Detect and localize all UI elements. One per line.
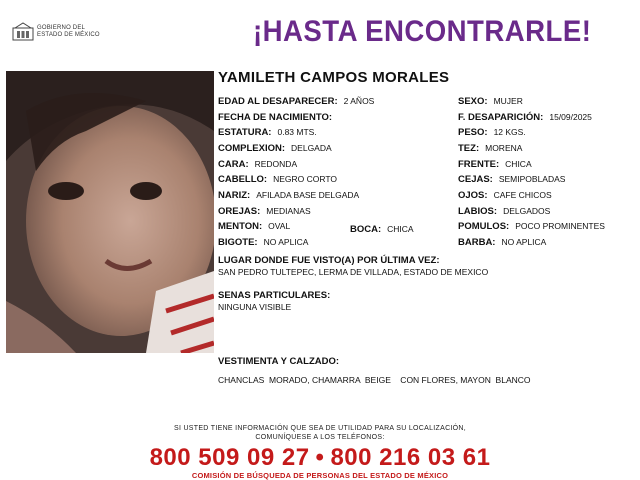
field-bigote <box>218 237 308 248</box>
boca-value: CHICA <box>387 224 414 234</box>
field-fecha-nacimiento <box>218 112 338 123</box>
barba-value: NO APLICA <box>501 237 547 247</box>
headline: ¡HASTA ENCONTRARLE! <box>253 15 592 48</box>
menton-value: OVAL <box>268 221 291 231</box>
info-line-1: SI USTED TIENE INFORMACIÓN QUE SEA DE UTILIDAD PARA SU LOCALIZACIÓN, <box>173 425 467 432</box>
gov-line-1: GOBIERNO DEL <box>37 25 86 31</box>
orejas-value: MEDIANAS <box>266 206 311 216</box>
government-logo <box>12 22 100 42</box>
ojos-value: CAFE CHICOS <box>493 190 552 200</box>
complexion-label: COMPLEXION: <box>218 143 286 154</box>
orejas-label: OREJAS: <box>218 206 261 217</box>
complexion-value: DELGADA <box>291 143 332 153</box>
marks-value: NINGUNA VISIBLE <box>218 302 292 312</box>
commission-name: COMISIÓN DE BÚSQUEDA DE PERSONAS DEL ESTADO DE MÉXICO <box>191 471 449 480</box>
tez-label: TEZ: <box>458 143 480 154</box>
phone-separator: • <box>315 444 325 471</box>
field-menton <box>218 221 290 232</box>
f-desaparicion-label: F. DESAPARICIÓN: <box>458 112 544 123</box>
cara-value: REDONDA <box>254 159 298 169</box>
cejas-label: CEJAS: <box>458 174 493 185</box>
field-cabello <box>218 174 337 185</box>
menton-label: MENTON: <box>218 221 263 232</box>
peso-label: PESO: <box>458 127 488 138</box>
phone-numbers <box>0 444 640 472</box>
edad-label: EDAD AL DESAPARECER: <box>218 96 338 107</box>
field-cara <box>218 159 297 170</box>
cejas-value: SEMIPOBLADAS <box>498 174 566 184</box>
nariz-value: AFILADA BASE DELGADA <box>256 190 360 200</box>
gov-line-2: ESTADO DE MÉXICO <box>37 32 100 38</box>
field-cejas <box>458 174 565 185</box>
field-frente <box>458 159 532 170</box>
bigote-value: NO APLICA <box>263 237 309 247</box>
last-seen-label: LUGAR DONDE FUE VISTO(A) POR ÚLTIMA VEZ: <box>218 255 440 266</box>
frente-value: CHICA <box>505 159 532 169</box>
government-name <box>37 25 100 39</box>
tez-value: MORENA <box>485 143 523 153</box>
person-photo <box>6 71 214 353</box>
field-labios <box>458 206 550 217</box>
sexo-label: SEXO: <box>458 96 488 107</box>
field-complexion <box>218 143 332 154</box>
labios-value: DELGADOS <box>503 206 551 216</box>
field-sexo <box>458 96 523 107</box>
f-desaparicion-value: 15/09/2025 <box>549 112 592 122</box>
field-pomulos <box>458 221 605 232</box>
cara-label: CARA: <box>218 159 249 170</box>
phone-2: 800 216 03 61 <box>330 444 491 471</box>
field-orejas <box>218 206 311 217</box>
pomulos-value: POCO PROMINENTES <box>515 221 605 231</box>
bigote-label: BIGOTE: <box>218 237 258 248</box>
labios-label: LABIOS: <box>458 206 498 217</box>
field-nariz <box>218 190 359 201</box>
cabello-label: CABELLO: <box>218 174 268 185</box>
clothing-label: VESTIMENTA Y CALZADO: <box>218 356 340 367</box>
sexo-value: MUJER <box>493 96 523 106</box>
person-name: YAMILETH CAMPOS MORALES <box>218 69 450 86</box>
ojos-label: OJOS: <box>458 190 488 201</box>
pomulos-label: POMULOS: <box>458 221 510 232</box>
field-barba <box>458 237 546 248</box>
fecha-nacimiento-label: FECHA DE NACIMIENTO: <box>218 112 332 123</box>
clothing-value: CHANCLAS MORADO, CHAMARRA BEIGE CON FLORES, MAYON BLANCO <box>218 375 531 385</box>
peso-value: 12 KGS. <box>493 127 526 137</box>
child-portrait-illustration <box>6 71 214 353</box>
field-boca <box>350 224 414 235</box>
field-ojos <box>458 190 552 201</box>
estatura-value: 0.83 MTS. <box>277 127 317 137</box>
barba-label: BARBA: <box>458 237 496 248</box>
marks-label: SENAS PARTICULARES: <box>218 290 331 301</box>
boca-label: BOCA: <box>350 224 382 235</box>
field-estatura <box>218 127 317 138</box>
field-edad <box>218 96 374 107</box>
frente-label: FRENTE: <box>458 159 500 170</box>
field-peso <box>458 127 526 138</box>
last-seen-value: SAN PEDRO TULTEPEC, LERMA DE VILLADA, ESTADO DE MEXICO <box>218 267 489 277</box>
cabello-value: NEGRO CORTO <box>273 174 337 184</box>
phone-1: 800 509 09 27 <box>149 444 310 471</box>
nariz-label: NARIZ: <box>218 190 251 201</box>
field-tez <box>458 143 522 154</box>
field-f-desaparicion <box>458 112 592 123</box>
coat-of-arms-icon <box>12 22 34 42</box>
estatura-label: ESTATURA: <box>218 127 272 138</box>
info-line-2: COMUNÍQUESE A LOS TELÉFONOS: <box>255 434 385 441</box>
edad-value: 2 AÑOS <box>343 96 375 106</box>
